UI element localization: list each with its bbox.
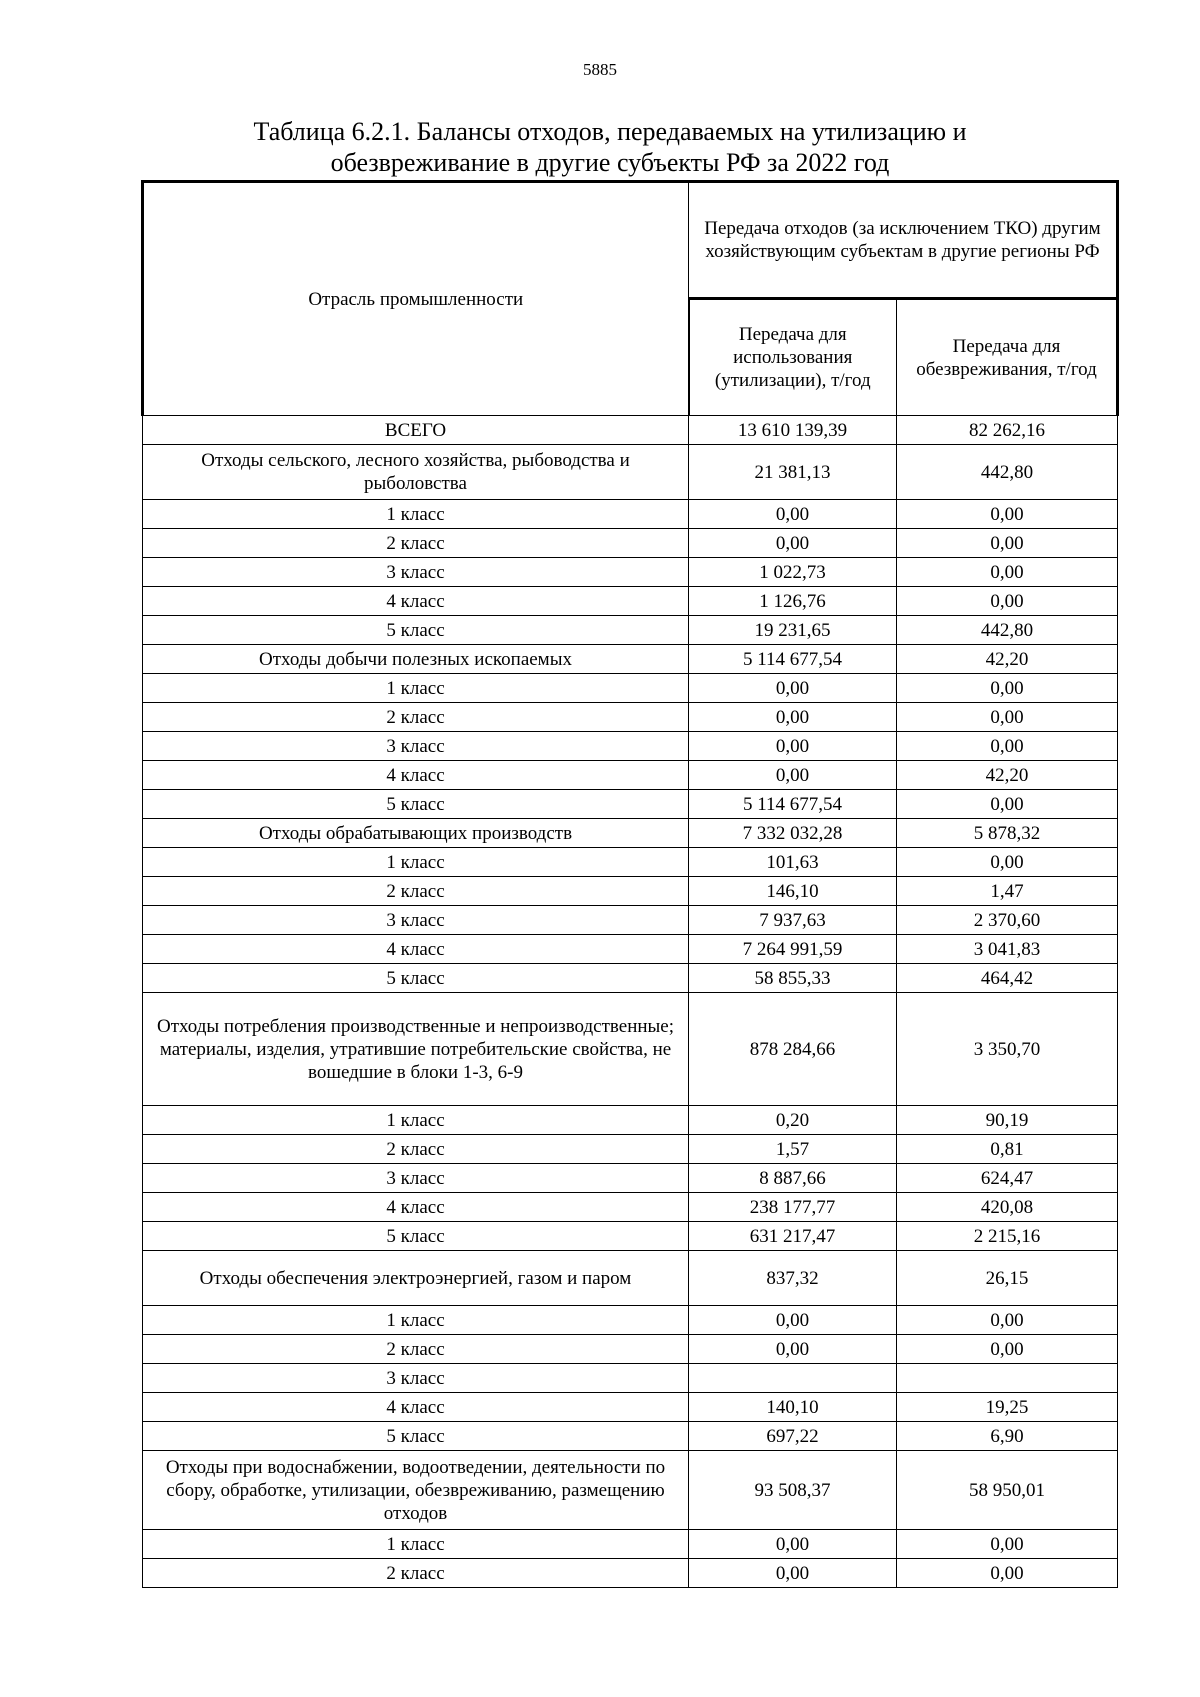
row-utilization-value: 146,10 bbox=[689, 877, 897, 906]
table-row bbox=[143, 819, 1118, 848]
row-label: 2 класс bbox=[143, 1135, 689, 1164]
row-utilization-value: 0,00 bbox=[689, 1559, 897, 1588]
row-neutralization-value: 0,00 bbox=[897, 732, 1118, 761]
table-row bbox=[143, 877, 1118, 906]
table-row bbox=[143, 1530, 1118, 1559]
table-row bbox=[143, 529, 1118, 558]
row-utilization-value: 0,00 bbox=[689, 761, 897, 790]
row-neutralization-value: 0,00 bbox=[897, 1306, 1118, 1335]
row-label: 1 класс bbox=[143, 500, 689, 529]
row-label: 1 класс bbox=[143, 1306, 689, 1335]
table-row bbox=[143, 1193, 1118, 1222]
row-utilization-value: 140,10 bbox=[689, 1393, 897, 1422]
table-row bbox=[143, 1306, 1118, 1335]
row-label: 1 класс bbox=[143, 674, 689, 703]
row-utilization-value: 0,00 bbox=[689, 1335, 897, 1364]
row-utilization-value: 7 264 991,59 bbox=[689, 935, 897, 964]
row-neutralization-value: 0,00 bbox=[897, 529, 1118, 558]
row-label: 5 класс bbox=[143, 616, 689, 645]
row-label: 2 класс bbox=[143, 1335, 689, 1364]
table-row bbox=[143, 790, 1118, 819]
row-utilization-value: 58 855,33 bbox=[689, 964, 897, 993]
table-row bbox=[143, 616, 1118, 645]
row-neutralization-value: 0,00 bbox=[897, 1335, 1118, 1364]
row-neutralization-value: 420,08 bbox=[897, 1193, 1118, 1222]
table-row bbox=[143, 558, 1118, 587]
row-neutralization-value: 0,00 bbox=[897, 674, 1118, 703]
row-utilization-value: 19 231,65 bbox=[689, 616, 897, 645]
table-row bbox=[143, 703, 1118, 732]
header-transfer-group: Передача отходов (за исключением ТКО) другим хозяйствующим субъектам в другие регионы РФ bbox=[689, 182, 1118, 299]
row-neutralization-value: 2 370,60 bbox=[897, 906, 1118, 935]
row-label: 2 класс bbox=[143, 877, 689, 906]
row-utilization-value: 7 332 032,28 bbox=[689, 819, 897, 848]
row-label: 2 класс bbox=[143, 703, 689, 732]
table-row bbox=[143, 1164, 1118, 1193]
row-neutralization-value: 624,47 bbox=[897, 1164, 1118, 1193]
row-label: 5 класс bbox=[143, 1222, 689, 1251]
table-row bbox=[143, 1559, 1118, 1588]
row-label: Отходы обрабатывающих производств bbox=[143, 819, 689, 848]
table-row bbox=[143, 935, 1118, 964]
row-utilization-value: 8 887,66 bbox=[689, 1164, 897, 1193]
row-label: 3 класс bbox=[143, 558, 689, 587]
row-label: 4 класс bbox=[143, 761, 689, 790]
row-utilization-value: 21 381,13 bbox=[689, 445, 897, 500]
row-label: 4 класс bbox=[143, 1193, 689, 1222]
row-neutralization-value: 0,00 bbox=[897, 790, 1118, 819]
row-label: 1 класс bbox=[143, 1106, 689, 1135]
row-utilization-value: 0,00 bbox=[689, 529, 897, 558]
row-label: 5 класс bbox=[143, 790, 689, 819]
row-utilization-value: 0,00 bbox=[689, 500, 897, 529]
table-row bbox=[143, 645, 1118, 674]
table-row bbox=[143, 732, 1118, 761]
table-row bbox=[143, 1393, 1118, 1422]
row-utilization-value: 0,00 bbox=[689, 674, 897, 703]
row-label: 3 класс bbox=[143, 1164, 689, 1193]
table-row bbox=[143, 587, 1118, 616]
row-label: 1 класс bbox=[143, 1530, 689, 1559]
row-label: Отходы сельского, лесного хозяйства, рыбоводства и рыболовства bbox=[143, 445, 689, 500]
table-row bbox=[143, 906, 1118, 935]
table-row bbox=[143, 1422, 1118, 1451]
row-neutralization-value: 0,00 bbox=[897, 703, 1118, 732]
row-utilization-value: 837,32 bbox=[689, 1251, 897, 1306]
row-label: 4 класс bbox=[143, 587, 689, 616]
waste-balance-table bbox=[141, 180, 1119, 1588]
row-neutralization-value: 0,00 bbox=[897, 1559, 1118, 1588]
table-row bbox=[143, 1135, 1118, 1164]
row-neutralization-value: 442,80 bbox=[897, 616, 1118, 645]
row-utilization-value: 0,00 bbox=[689, 732, 897, 761]
header-utilization: Передача для использования (утилизации), т/год bbox=[689, 299, 897, 416]
row-utilization-value bbox=[689, 1364, 897, 1393]
table-title bbox=[160, 116, 1060, 178]
row-neutralization-value: 58 950,01 bbox=[897, 1451, 1118, 1530]
row-label: Отходы потребления производственные и непроизводственные; материалы, изделия, утратившие потребительские свойства, не вошедшие в блоки 1-3, 6-9 bbox=[143, 993, 689, 1106]
row-utilization-value: 5 114 677,54 bbox=[689, 645, 897, 674]
table-row bbox=[143, 416, 1118, 445]
row-neutralization-value: 90,19 bbox=[897, 1106, 1118, 1135]
row-neutralization-value: 0,00 bbox=[897, 1530, 1118, 1559]
row-neutralization-value: 82 262,16 bbox=[897, 416, 1118, 445]
row-utilization-value: 0,00 bbox=[689, 1530, 897, 1559]
row-utilization-value: 238 177,77 bbox=[689, 1193, 897, 1222]
table-body bbox=[143, 416, 1118, 1588]
row-label: Отходы при водоснабжении, водоотведении, деятельности по сбору, обработке, утилизации, обезвреживанию, размещению отходов bbox=[143, 1451, 689, 1530]
row-label: 5 класс bbox=[143, 1422, 689, 1451]
row-neutralization-value: 0,81 bbox=[897, 1135, 1118, 1164]
row-utilization-value: 101,63 bbox=[689, 848, 897, 877]
row-neutralization-value: 442,80 bbox=[897, 445, 1118, 500]
row-utilization-value: 93 508,37 bbox=[689, 1451, 897, 1530]
row-neutralization-value: 3 350,70 bbox=[897, 993, 1118, 1106]
row-neutralization-value: 3 041,83 bbox=[897, 935, 1118, 964]
row-neutralization-value: 2 215,16 bbox=[897, 1222, 1118, 1251]
row-label: 5 класс bbox=[143, 964, 689, 993]
row-label: Отходы добычи полезных ископаемых bbox=[143, 645, 689, 674]
row-label: 2 класс bbox=[143, 1559, 689, 1588]
header-industry: Отрасль промышленности bbox=[143, 182, 689, 416]
row-utilization-value: 13 610 139,39 bbox=[689, 416, 897, 445]
table-row bbox=[143, 674, 1118, 703]
row-neutralization-value: 0,00 bbox=[897, 558, 1118, 587]
row-utilization-value: 697,22 bbox=[689, 1422, 897, 1451]
row-neutralization-value: 5 878,32 bbox=[897, 819, 1118, 848]
row-label: 3 класс bbox=[143, 906, 689, 935]
table-row bbox=[143, 500, 1118, 529]
row-label: ВСЕГО bbox=[143, 416, 689, 445]
row-neutralization-value: 0,00 bbox=[897, 848, 1118, 877]
header-neutralization: Передача для обезвреживания, т/год bbox=[897, 299, 1118, 416]
table-row bbox=[143, 964, 1118, 993]
table-row bbox=[143, 1451, 1118, 1530]
table-title-line-2: обезвреживание в другие субъекты РФ за 2022 год bbox=[330, 148, 890, 177]
row-label: Отходы обеспечения электроэнергией, газом и паром bbox=[143, 1251, 689, 1306]
table-row bbox=[143, 1106, 1118, 1135]
row-neutralization-value: 6,90 bbox=[897, 1422, 1118, 1451]
row-neutralization-value: 42,20 bbox=[897, 645, 1118, 674]
row-utilization-value: 1 126,76 bbox=[689, 587, 897, 616]
row-label: 3 класс bbox=[143, 1364, 689, 1393]
row-label: 1 класс bbox=[143, 848, 689, 877]
row-utilization-value: 7 937,63 bbox=[689, 906, 897, 935]
row-utilization-value: 1 022,73 bbox=[689, 558, 897, 587]
row-label: 2 класс bbox=[143, 529, 689, 558]
table-row bbox=[143, 1335, 1118, 1364]
row-neutralization-value: 0,00 bbox=[897, 587, 1118, 616]
table-row bbox=[143, 1364, 1118, 1393]
row-label: 4 класс bbox=[143, 1393, 689, 1422]
row-utilization-value: 631 217,47 bbox=[689, 1222, 897, 1251]
table-row bbox=[143, 445, 1118, 500]
table-title-line-1: Таблица 6.2.1. Балансы отходов, передаваемых на утилизацию и bbox=[253, 117, 967, 146]
page-number: 5885 bbox=[583, 60, 617, 79]
table-row bbox=[143, 1222, 1118, 1251]
row-utilization-value: 1,57 bbox=[689, 1135, 897, 1164]
table-row bbox=[143, 761, 1118, 790]
row-utilization-value: 878 284,66 bbox=[689, 993, 897, 1106]
row-label: 4 класс bbox=[143, 935, 689, 964]
row-utilization-value: 0,00 bbox=[689, 703, 897, 732]
row-utilization-value: 0,00 bbox=[689, 1306, 897, 1335]
row-neutralization-value: 42,20 bbox=[897, 761, 1118, 790]
row-neutralization-value: 26,15 bbox=[897, 1251, 1118, 1306]
row-neutralization-value bbox=[897, 1364, 1118, 1393]
table-row bbox=[143, 1251, 1118, 1306]
row-utilization-value: 5 114 677,54 bbox=[689, 790, 897, 819]
row-neutralization-value: 464,42 bbox=[897, 964, 1118, 993]
table-row bbox=[143, 848, 1118, 877]
row-neutralization-value: 19,25 bbox=[897, 1393, 1118, 1422]
row-neutralization-value: 0,00 bbox=[897, 500, 1118, 529]
row-utilization-value: 0,20 bbox=[689, 1106, 897, 1135]
row-label: 3 класс bbox=[143, 732, 689, 761]
row-neutralization-value: 1,47 bbox=[897, 877, 1118, 906]
table-row bbox=[143, 993, 1118, 1106]
